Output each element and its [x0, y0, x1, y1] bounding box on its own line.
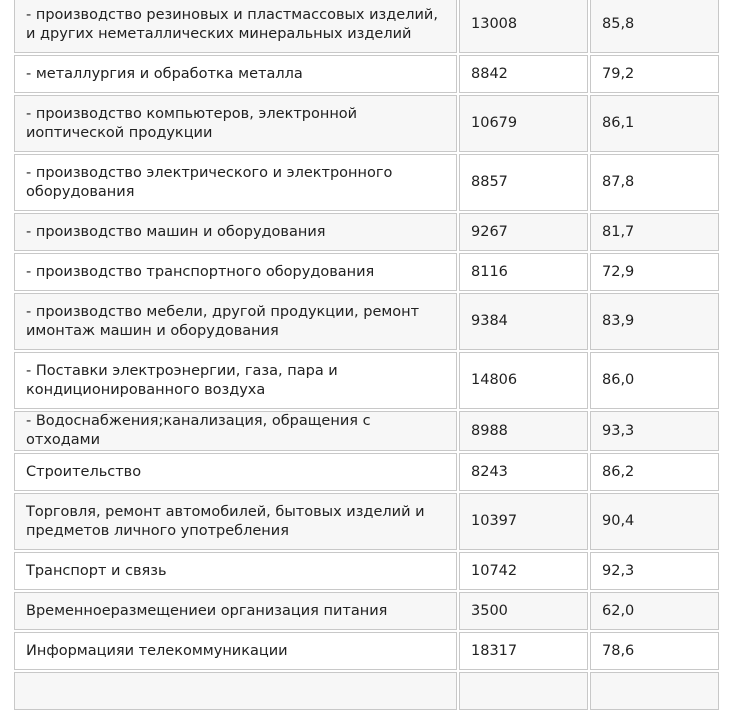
table-row	[14, 592, 719, 630]
table-row	[14, 632, 719, 670]
row-index: 83,9	[590, 293, 719, 350]
row-value: 3500	[459, 592, 588, 630]
row-index: 81,7	[590, 213, 719, 251]
table-row	[14, 293, 719, 350]
row-label: Информацияи телекоммуникации	[14, 632, 457, 670]
row-index	[590, 672, 719, 710]
table-row	[14, 672, 719, 710]
row-label: - производство машин и оборудования	[14, 213, 457, 251]
row-value: 9384	[459, 293, 588, 350]
row-label: - производство компьютеров, электронной иоптической продукции	[14, 95, 457, 152]
row-label: - производство мебели, другой продукции, ремонт имонтаж машин и оборудования	[14, 293, 457, 350]
row-value: 8842	[459, 55, 588, 93]
row-index: 93,3	[590, 411, 719, 451]
row-value: 8857	[459, 154, 588, 211]
row-label: - производство резиновых и пластмассовых изделий, и других неметаллических минеральных изделий	[14, 0, 457, 53]
table-row	[14, 154, 719, 211]
row-index: 85,8	[590, 0, 719, 53]
row-label: - Водоснабжения;канализация, обращения с отходами	[14, 411, 457, 451]
row-index: 90,4	[590, 493, 719, 550]
table-row	[14, 453, 719, 491]
row-value: 8988	[459, 411, 588, 451]
row-index: 72,9	[590, 253, 719, 291]
row-label: - Поставки электроэнергии, газа, пара и кондиционированного воздуха	[14, 352, 457, 409]
row-value: 14806	[459, 352, 588, 409]
table-row	[14, 95, 719, 152]
row-index: 78,6	[590, 632, 719, 670]
row-label: - производство электрического и электронного оборудования	[14, 154, 457, 211]
row-label: - металлургия и обработка металла	[14, 55, 457, 93]
table-row	[14, 493, 719, 550]
row-value: 10679	[459, 95, 588, 152]
row-index: 86,0	[590, 352, 719, 409]
row-label	[14, 672, 457, 710]
row-index: 87,8	[590, 154, 719, 211]
row-value: 10742	[459, 552, 588, 590]
row-index: 79,2	[590, 55, 719, 93]
row-value: 8116	[459, 253, 588, 291]
table-row	[14, 552, 719, 590]
row-index: 62,0	[590, 592, 719, 630]
table-row	[14, 411, 719, 451]
row-index: 86,1	[590, 95, 719, 152]
row-label: Временноеразмещениеи организация питания	[14, 592, 457, 630]
row-label: - производство транспортного оборудования	[14, 253, 457, 291]
row-value: 13008	[459, 0, 588, 53]
table-row	[14, 213, 719, 251]
table-row	[14, 0, 719, 53]
row-index: 92,3	[590, 552, 719, 590]
row-label: Строительство	[14, 453, 457, 491]
table-row	[14, 253, 719, 291]
row-value: 10397	[459, 493, 588, 550]
row-value: 18317	[459, 632, 588, 670]
table-row	[14, 352, 719, 409]
data-table	[12, 0, 721, 712]
row-index: 86,2	[590, 453, 719, 491]
row-label: Торговля, ремонт автомобилей, бытовых изделий и предметов личного употребления	[14, 493, 457, 550]
row-value: 9267	[459, 213, 588, 251]
table-row	[14, 55, 719, 93]
data-table-container	[12, 0, 717, 712]
row-label: Транспорт и связь	[14, 552, 457, 590]
row-value: 8243	[459, 453, 588, 491]
row-value	[459, 672, 588, 710]
